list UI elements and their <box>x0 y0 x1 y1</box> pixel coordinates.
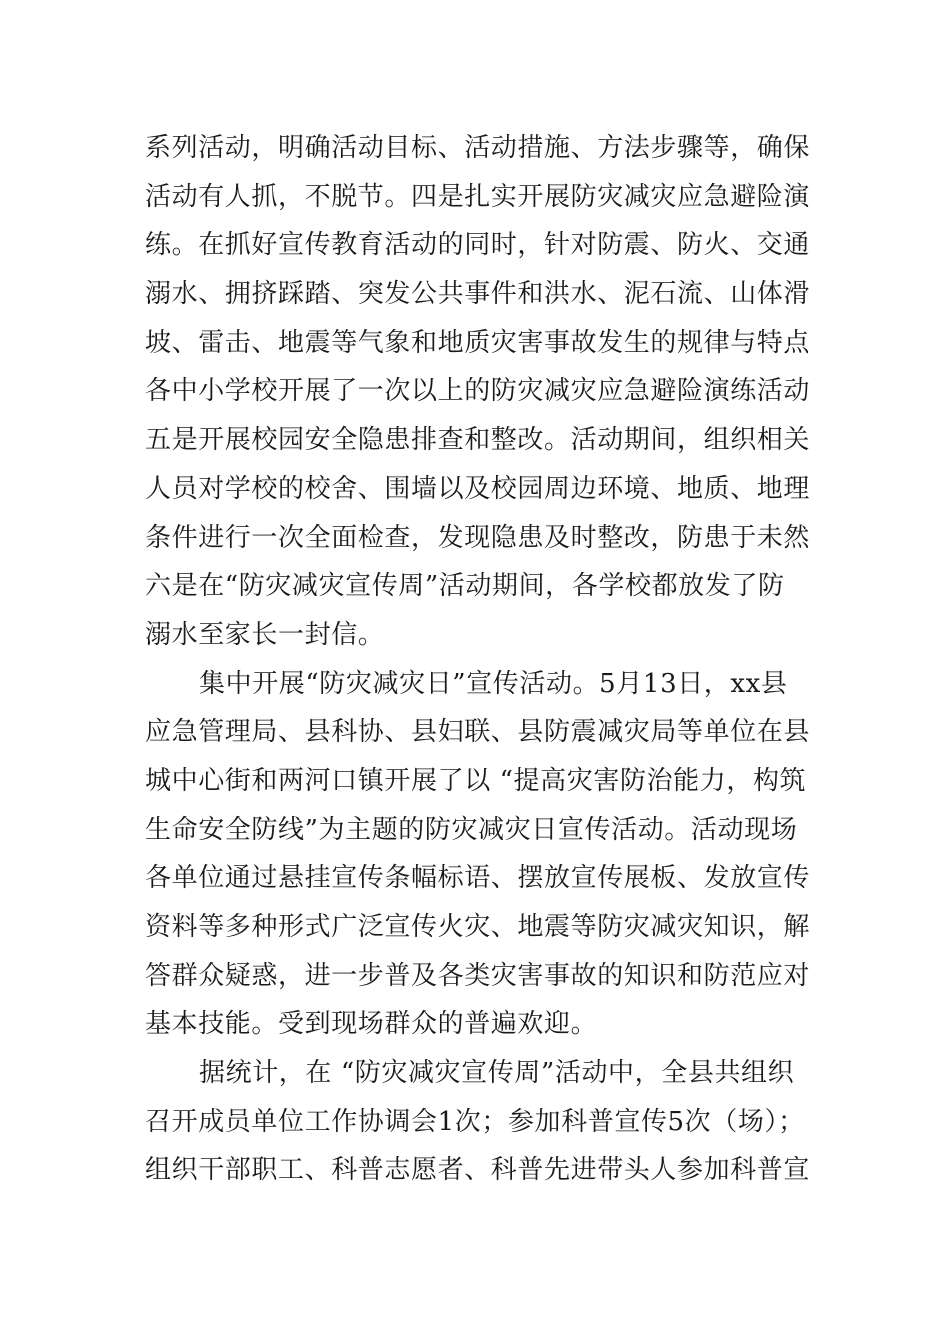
text-line: 活动有人抓，不脱节。四是扎实开展防灾减灾应急避险演 <box>145 181 811 212</box>
text-line: 资料等多种形式广泛宣传火灾、地震等防灾减灾知识，解 <box>145 912 811 942</box>
text-line: 系列活动，明确活动目标、活动措施、方法步骤等，确保 <box>145 133 811 163</box>
text-line: 各单位通过悬挂宣传条幅标语、摆放宣传展板、发放宣传 <box>145 863 811 894</box>
text-line: 组织干部职工、科普志愿者、科普先进带头人参加科普宣 <box>145 1155 811 1186</box>
text-line: 各中小学校开展了一次以上的防灾减灾应急避险演练活动 <box>145 376 811 407</box>
text-line: 生命安全防线”为主题的防灾减灾日宣传活动。活动现场 <box>145 814 798 845</box>
text-line: 练。在抓好宣传教育活动的同时，针对防震、防火、交通 <box>145 230 811 261</box>
text-line: 溺水、拥挤踩踏、突发公共事件和洪水、泥石流、山体滑 <box>145 279 811 310</box>
text-line: 答群众疑惑，进一步普及各类灾害事故的知识和防范应对 <box>145 960 811 991</box>
text-line: 六是在“防灾减灾宣传周”活动期间，各学校都放发了防 <box>145 571 785 602</box>
paragraph-start-line: 据统计，在 “防灾减灾宣传周”活动中，全县共组织 <box>199 1058 795 1089</box>
text-line: 溺水至家长一封信。 <box>145 619 385 650</box>
text-line: 城中心街和两河口镇开展了以 “提高灾害防治能力，构筑 <box>145 765 807 796</box>
text-line: 坡、雷击、地震等气象和地质灾害事故发生的规律与特点 <box>145 327 811 358</box>
text-line: 条件进行一次全面检查，发现隐患及时整改，防患于未然 <box>145 522 811 553</box>
body-text <box>145 124 825 1195</box>
text-line: 基本技能。受到现场群众的普遍欢迎。 <box>145 1009 598 1040</box>
text-line: 应急管理局、县科协、县妇联、县防震减灾局等单位在县 <box>145 717 811 748</box>
text-line: 人员对学校的校舍、围墙以及校园周边环境、地质、地理 <box>145 473 811 504</box>
text-line: 召开成员单位工作协调会1次；参加科普宣传5次（场）； <box>145 1106 805 1137</box>
text-line: 五是开展校园安全隐患排查和整改。活动期间，组织相关 <box>145 425 811 456</box>
paragraph-start-line: 集中开展“防灾减灾日”宣传活动。5月13日，xx县 <box>199 668 788 699</box>
